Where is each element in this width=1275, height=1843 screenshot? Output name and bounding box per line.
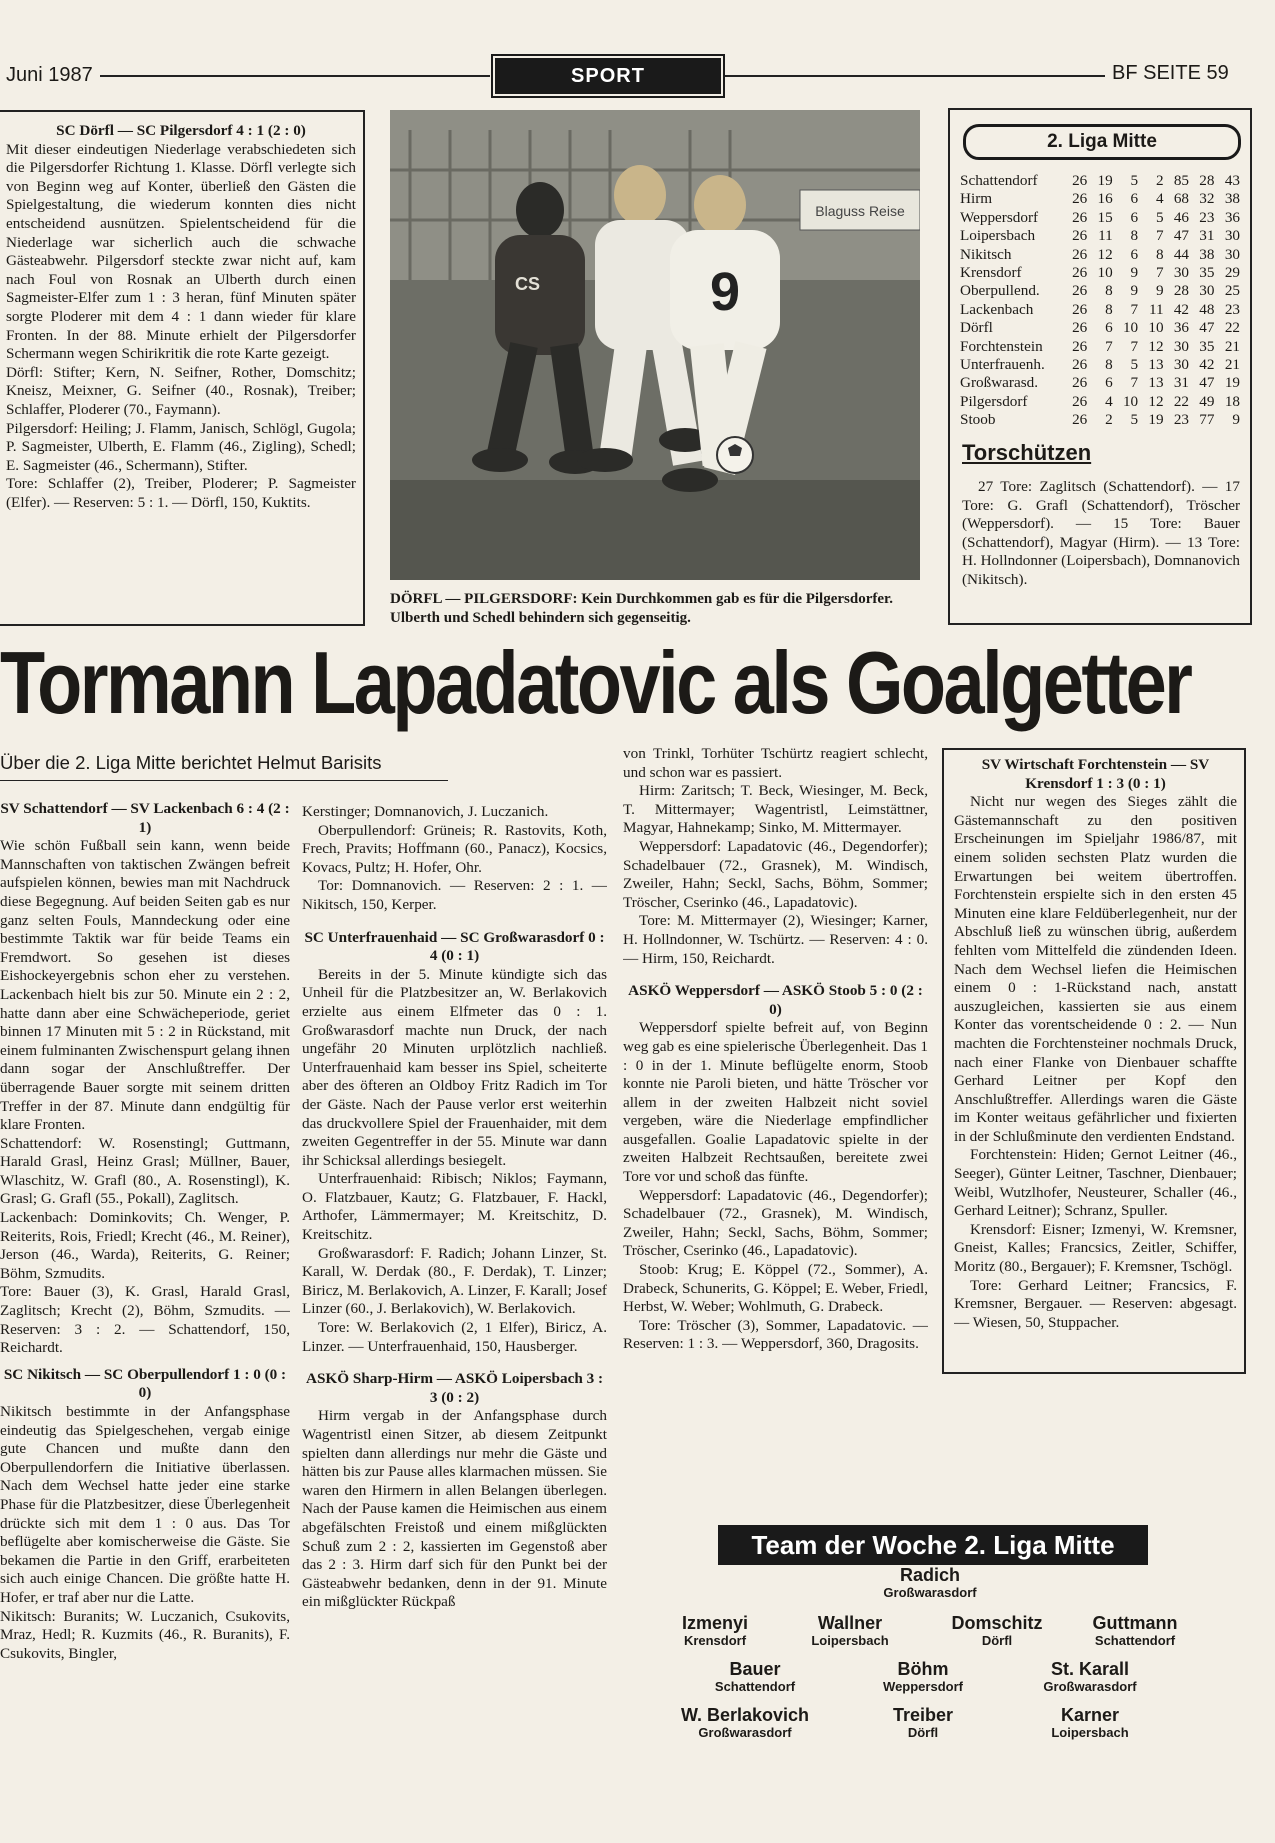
stat-cell: 29 bbox=[1224, 264, 1240, 282]
stat-cell: 26 bbox=[1072, 411, 1088, 429]
league-table-box bbox=[948, 108, 1252, 625]
table-row bbox=[960, 301, 1240, 319]
stat-cell: 26 bbox=[1072, 337, 1088, 355]
stat-cell: 8 bbox=[1155, 245, 1164, 263]
player-card: Böhm Weppersdorf bbox=[883, 1659, 963, 1694]
stat-cell: 16 bbox=[1097, 190, 1113, 208]
stat-cell: 8 bbox=[1105, 282, 1113, 300]
match-title: ASKÖ Weppersdorf — ASKÖ Stoob 5 : 0 (2 : 0) bbox=[628, 982, 923, 1018]
column-1 bbox=[0, 800, 290, 1800]
match-body: Nikitsch bestimmte in der Anfangsphase eindeutig das Spielgeschehen, vergab einige gute Chancen und mußte dann den Oberpullendorfern die Initiative überlassen. Nach dem Wechsel hatte jeder eine starke Phase für die Platzbesitzer, diese Überlegenheit drückte sich mit dem 1 : 0 aus. Das Tor beflügelte aber komischerweise die Gäste. Sie bekamen die Partie in den Griff, erarbeiteten sich auch einige Chancen. Die größte hatte H. Hofer, er traf aber nur die Latte. bbox=[0, 1403, 290, 1606]
table-row bbox=[960, 374, 1240, 392]
league-table-title: 2. Liga Mitte bbox=[963, 124, 1241, 160]
lineup: Großwarasdorf: F. Radich; Johann Linzer, St. Karall, W. Derdak (80., F. Derdak), T. Linzer; Biricz, M. Berlakovich, A. Linzer, F. Karall; Josef Linzer (60., J. Berlakovich), W. Berlakovich. bbox=[302, 1244, 607, 1318]
lineup: Nikitsch: Buranits; W. Luczanich, Csukovits, Mraz, Hedl; R. Kuzmits (46., R. Buranits), F. Csukovits, Bingler, bbox=[0, 1607, 290, 1662]
stat-cell: 21 bbox=[1224, 356, 1240, 374]
table-row bbox=[960, 319, 1240, 337]
table-row bbox=[960, 227, 1240, 245]
stat-cell: 7 bbox=[1155, 227, 1164, 245]
stat-cell: 48 bbox=[1199, 300, 1215, 318]
table-row bbox=[960, 172, 1240, 190]
stat-cell: 36 bbox=[1224, 208, 1240, 226]
stat-cell: 30 bbox=[1173, 337, 1190, 355]
stat-cell: 77 bbox=[1199, 411, 1215, 429]
table-row bbox=[960, 356, 1240, 374]
stat-cell: 18 bbox=[1224, 392, 1240, 410]
stat-cell: 9 bbox=[1130, 264, 1139, 282]
scorers-title: Torschützen bbox=[962, 440, 1092, 465]
header-rule-right bbox=[725, 75, 1105, 77]
stat-cell: 44 bbox=[1173, 245, 1190, 263]
lineup-doerfl: Dörfl: Stifter; Kern, N. Seifner, Rother, Domschitz; Kneisz, Meixner, G. Seifner (40., Rosnak), Treiber; Schlaffer, Ploderer (70., Faymann). bbox=[6, 363, 356, 418]
team-name-cell: Forchtenstein bbox=[960, 337, 1043, 355]
stat-cell: 36 bbox=[1173, 319, 1190, 337]
stat-cell: 4 bbox=[1155, 190, 1164, 208]
team-name-cell: Schattendorf bbox=[960, 172, 1038, 189]
stat-cell: 85 bbox=[1173, 172, 1190, 189]
stat-cell: 12 bbox=[1097, 245, 1113, 263]
stat-cell: 13 bbox=[1148, 356, 1164, 374]
table-row bbox=[960, 282, 1240, 300]
stat-cell: 47 bbox=[1173, 227, 1190, 245]
team-name-cell: Krensdorf bbox=[960, 264, 1022, 282]
match-body: Hirm vergab in der Anfangsphase durch Wagentristl einen Sitzer, ab diesem Zeitpunkt spielten dann allerdings nur mehr die Gäste und hätten bis zur Pause alles klarmachen müssen. Sie waren den Hirmern in allen Belangen überlegen. Nach der Pause kamen die Heimischen aus einem abgefälschten Freistoß und einem mißglückten Schuß zum 2 : 2, kassierten im Gegenstoß aber das 2 : 3. Hirm darf sich für den Punkt bei der Gästeabwehr bedanken, denn in der 91. Minute ein mißglückter Rückpaß bbox=[302, 1407, 607, 1611]
lineup: Unterfrauenhaid: Ribisch; Niklos; Faymann, O. Flatzbauer, Kautz; G. Flatzbauer, F. Hackl, Arthofer, Lämmermayer; M. Kreitschitz, D. Kreitschitz. bbox=[302, 1170, 607, 1244]
text-continued: von Trinkl, Torhüter Tschürtz reagiert schlecht, und schon war es passiert. bbox=[623, 745, 928, 781]
stat-cell: 10 bbox=[1097, 264, 1113, 282]
stat-cell: 5 bbox=[1155, 208, 1164, 226]
stat-cell: 30 bbox=[1173, 264, 1190, 282]
team-name-cell: Oberpullend. bbox=[960, 282, 1040, 300]
team-name-cell: Pilgersdorf bbox=[960, 392, 1028, 410]
lineup: Stoob: Krug; E. Köppel (72., Sommer), A. Drabeck, Schunerits, G. Köppel; E. Weber, Friedl, Herbst, W. Weber; Wohlmuth, G. Drabeck. bbox=[623, 1261, 928, 1316]
stat-cell: 6 bbox=[1105, 319, 1113, 337]
match-title: SC Unterfrauenhaid — SC Großwarasdorf 0 : 4 (0 : 1) bbox=[304, 928, 605, 965]
stat-cell: 26 bbox=[1072, 300, 1088, 318]
stat-cell: 12 bbox=[1148, 337, 1164, 355]
stat-cell: 7 bbox=[1105, 337, 1113, 355]
match-goals: Tore: Schlaffer (2), Treiber, Ploderer; P. Sagmeister (Elfer). — Reserven: 5 : 1. — Dörfl, 150, Kuktits. bbox=[6, 475, 356, 511]
stat-cell: 5 bbox=[1130, 172, 1139, 189]
page-number: BF SEITE 59 bbox=[1112, 62, 1229, 84]
stat-cell: 22 bbox=[1224, 319, 1240, 337]
stat-cell: 35 bbox=[1199, 264, 1215, 282]
stat-cell: 26 bbox=[1072, 374, 1088, 392]
stat-cell: 8 bbox=[1105, 300, 1113, 318]
lineup: Lackenbach: Dominkovits; Ch. Wenger, P. Reiterits, Rois, Friedl; Krecht (46., M. Reiner), Jerson (46., Warda), Reiterits, G. Reiner; Böhm, Szmudits. bbox=[0, 1209, 290, 1282]
match-goals: Tore: Tröscher (3), Sommer, Lapadatovic. — Reserven: 1 : 3. — Weppersdorf, 360, Dragosits. bbox=[623, 1316, 928, 1353]
stat-cell: 9 bbox=[1232, 411, 1240, 429]
stat-cell: 28 bbox=[1199, 172, 1215, 189]
stat-cell: 19 bbox=[1097, 172, 1113, 189]
team-name-cell: Hirm bbox=[960, 190, 993, 208]
stat-cell: 35 bbox=[1199, 337, 1215, 355]
stat-cell: 30 bbox=[1224, 227, 1240, 245]
stat-cell: 23 bbox=[1199, 208, 1215, 226]
stat-cell: 21 bbox=[1224, 337, 1240, 355]
player-card: Guttmann Schattendorf bbox=[1092, 1613, 1178, 1648]
scorers-list: 27 Tore: Zaglitsch (Schattendorf). — 17 Tore: G. Grafl (Schattendorf), Tröscher (Weppersdorf). — 15 Tore: Bauer (Schattendorf), Magyar (Hirm). — 13 Tore: H. Hollndonner (Loipersbach), Domnanovich (Nikitsch). bbox=[962, 478, 1240, 588]
match-goals: Tore: Gerhard Leitner; Francsics, F. Kremsner, Bergauer. — Reserven: abgesagt. — Wiesen, 50, Stuppacher. bbox=[954, 1276, 1237, 1331]
stat-cell: 8 bbox=[1105, 356, 1113, 374]
header-rule-left bbox=[100, 75, 490, 77]
table-row bbox=[960, 264, 1240, 282]
stat-cell: 23 bbox=[1224, 300, 1240, 318]
team-name-cell: Dörfl bbox=[960, 319, 993, 337]
stat-cell: 26 bbox=[1072, 264, 1088, 282]
stat-cell: 68 bbox=[1173, 190, 1190, 208]
byline-underline bbox=[0, 780, 448, 781]
stat-cell: 6 bbox=[1130, 208, 1139, 226]
stat-cell: 6 bbox=[1105, 374, 1113, 392]
stat-cell: 31 bbox=[1199, 227, 1215, 245]
stat-cell: 7 bbox=[1130, 374, 1139, 392]
match-title: SV Wirtschaft Forchtenstein — SV Krensdorf 1 : 3 (0 : 1) bbox=[981, 756, 1210, 792]
lineup: Schattendorf: W. Rosenstingl; Guttmann, Harald Grasl, Heinz Grasl; Müllner, Bauer, Wlaschitz, W. Grafl (80., A. Rosenstingl), K. Grasl; G. Grafl (55., Pokall), Zaglitsch. bbox=[0, 1134, 290, 1208]
match-photo bbox=[390, 110, 920, 580]
team-of-the-week bbox=[630, 1525, 1235, 1790]
stat-cell: 26 bbox=[1072, 245, 1088, 263]
stat-cell: 26 bbox=[1072, 190, 1088, 208]
photo-caption: DÖRFL — PILGERSDORF: Kein Durchkommen gab es für die Pilgersdorfer. Ulberth und Schedl behindern sich gegenseitig. bbox=[390, 591, 894, 626]
stat-cell: 19 bbox=[1224, 374, 1240, 392]
stat-cell: 12 bbox=[1148, 392, 1164, 410]
stat-cell: 26 bbox=[1072, 392, 1088, 410]
stat-cell: 6 bbox=[1130, 190, 1139, 208]
stat-cell: 23 bbox=[1173, 411, 1190, 429]
match-report-doerfl-box bbox=[0, 110, 365, 626]
stat-cell: 32 bbox=[1199, 190, 1215, 208]
match-title: SV Schattendorf — SV Lackenbach 6 : 4 (2 : 1) bbox=[0, 800, 290, 836]
player-card: St. Karall Großwarasdorf bbox=[1043, 1659, 1137, 1694]
banner-text: Blaguss Reise bbox=[815, 203, 905, 219]
match-body: Wie schön Fußball sein kann, wenn beide Mannschaften von taktischen Zwängen befreit aufspielen können, bewies man mit Nachdruck diese Begegnung. Auf beiden Seiten gab es nur ganz selten Fouls, Manndeckung oder eine bestimmte Taktik war für beide Teams ein Fremdwort. So gesehen ist dieses Eishockeyergebnis schon eher zu verstehen. Lackenbach hielt bis zur 50. Minute ein 2 : 2, hatte dann aber eine Schwächeperiode, geriet binnen 17 Minuten mit 5 : 2 in Rückstand, mit einem fulminanten Zwischenspurt gelang ihnen dann sogar der Anschlußtreffer. Der überragende Bauer sorgte mit seinem dritten Treffer in der 87. Minute dann endgültig für klare Fronten. bbox=[0, 837, 290, 1134]
stat-cell: 38 bbox=[1224, 190, 1240, 208]
player-card: Wallner Loipersbach bbox=[811, 1613, 889, 1648]
stat-cell: 25 bbox=[1224, 282, 1240, 300]
stat-cell: 7 bbox=[1130, 300, 1139, 318]
lineup: Weppersdorf: Lapadatovic (46., Degendorfer); Schadelbauer (72., Grasnek), M. Windisch, Zweiler, Hahn; Seckl, Sachs, Böhm, Sommer; Tröscher, Cserinko (46., Lapadatovic). bbox=[623, 1186, 928, 1260]
stat-cell: 43 bbox=[1224, 172, 1240, 189]
team-name-cell: Unterfrauenh. bbox=[960, 356, 1045, 374]
issue-date: Juni 1987 bbox=[6, 64, 93, 86]
stat-cell: 6 bbox=[1130, 245, 1139, 263]
stat-cell: 11 bbox=[1148, 300, 1164, 318]
player-card: Radich Großwarasdorf bbox=[883, 1565, 977, 1600]
match-body: Bereits in der 5. Minute kündigte sich das Unheil für die Platzbesitzer an, W. Berlakovich erzielte aus einem Elfmeter das 0 : 1. Großwarasdorf machte nun Druck, der nach ungefähr 20 Minuten urplötzlich nachließ. Unterfrauenhaid kam besser ins Spiel, scheiterte aber des öfteren an Oldboy Fritz Radich im Tor der Gäste. Nach der Pause verlor erst weiterhin das druckvollere Spiel der Frauenhaider, mit dem zweiten Gegentreffer in der 55. Minute war dann ihr Schicksal allerdings besiegelt. bbox=[302, 965, 607, 1169]
lineup: Krensdorf: Eisner; Izmenyi, W. Kremsner, Gneist, Kalles; Francsics, Zeitler, Schiffer, Moritz (80., Bergauer); F. Kremsner, Tschögl. bbox=[954, 1220, 1237, 1276]
lineup: Weppersdorf: Lapadatovic (46., Degendorfer); Schadelbauer (72., Grasnek), M. Windisch, Zweiler, Hahn; Seckl, Sachs, Böhm, Sommer; Tröscher, Cserinko (46., Lapadatovic). bbox=[623, 837, 928, 911]
player-card: Karner Loipersbach bbox=[1051, 1705, 1129, 1740]
team-name-cell: Stoob bbox=[960, 411, 996, 429]
match-goals: Tore: Bauer (3), K. Grasl, Harald Grasl, Zaglitsch; Krecht (2), Böhm, Szmudits. — Reserven: 3 : 2. — Schattendorf, 150, Reichardt. bbox=[0, 1283, 290, 1357]
stat-cell: 4 bbox=[1105, 392, 1113, 410]
player-card: Domschitz Dörfl bbox=[951, 1613, 1043, 1648]
stat-cell: 42 bbox=[1199, 356, 1215, 374]
stat-cell: 38 bbox=[1199, 245, 1215, 263]
stat-cell: 26 bbox=[1072, 319, 1088, 337]
table-row bbox=[960, 393, 1240, 411]
match-goals: Tore: W. Berlakovich (2, 1 Elfer), Biricz, A. Linzer. — Unterfrauenhaid, 150, Hausberger. bbox=[302, 1319, 607, 1355]
match-goals: Tore: M. Mittermayer (2), Wiesinger; Karner, H. Hollndonner, W. Tschürtz. — Reserven: 4 : 0. — Hirm, 150, Reichardt. bbox=[623, 912, 928, 967]
stat-cell: 26 bbox=[1072, 282, 1088, 300]
stat-cell: 8 bbox=[1130, 227, 1139, 245]
stat-cell: 9 bbox=[1130, 282, 1139, 300]
stat-cell: 5 bbox=[1130, 411, 1139, 429]
stat-cell: 10 bbox=[1122, 319, 1139, 337]
match-title: SC Nikitsch — SC Oberpullendorf 1 : 0 (0 : 0) bbox=[3, 1365, 287, 1402]
team-name-cell: Lackenbach bbox=[960, 300, 1034, 318]
stat-cell: 15 bbox=[1097, 208, 1113, 226]
table-row bbox=[960, 209, 1240, 227]
team-name-cell: Nikitsch bbox=[960, 245, 1012, 263]
stat-cell: 7 bbox=[1155, 264, 1164, 282]
stat-cell: 10 bbox=[1148, 319, 1164, 337]
player-card: Bauer Schattendorf bbox=[714, 1659, 796, 1694]
lineup: Hirm: Zaritsch; T. Beck, Wiesinger, M. Beck, T. Mittermayer; Wagentristl, Leimstättner, Magyar, Hahnekamp; Sinko, M. Mittermayer. bbox=[623, 782, 928, 837]
team-of-week-title: Team der Woche 2. Liga Mitte bbox=[718, 1525, 1148, 1565]
stat-cell: 13 bbox=[1148, 374, 1164, 392]
team-name-cell: Weppersdorf bbox=[960, 208, 1039, 226]
text-continued: Kerstinger; Domnanovich, J. Luczanich. bbox=[302, 803, 549, 820]
section-label: SPORT bbox=[495, 58, 721, 94]
player-card: Izmenyi Krensdorf bbox=[681, 1613, 749, 1648]
league-table bbox=[960, 172, 1240, 430]
stat-cell: 7 bbox=[1130, 337, 1139, 355]
table-row bbox=[960, 190, 1240, 208]
stat-cell: 28 bbox=[1173, 282, 1190, 300]
stat-cell: 2 bbox=[1155, 172, 1164, 189]
match-title: SC Dörfl — SC Pilgersdorf 4 : 1 (2 : 0) bbox=[56, 122, 306, 139]
shirt-number: 9 bbox=[709, 262, 741, 322]
stat-cell: 30 bbox=[1224, 245, 1240, 263]
stat-cell: 26 bbox=[1072, 227, 1088, 245]
match-body: Weppersdorf spielte befreit auf, von Beginn weg gab es eine spielerische Überlegenheit. Das 1 : 0 in der 1. Minute beflügelte enorm, Stoob konnte nie Paroli bieten, und hätte Tröscher vor allem in der zweiten Halbzeit nicht soviel vergeben, wäre die Niederlage empfindlicher ausgefallen. Goalie Lapadatovic spielte in der zweiten Halbzeit Rechtsaußen, bereitete zwei Tore vor und schoß das fünfte. bbox=[623, 1019, 928, 1186]
svg-text:CS: CS bbox=[515, 274, 541, 294]
stat-cell: 10 bbox=[1122, 392, 1139, 410]
stat-cell: 30 bbox=[1199, 282, 1215, 300]
stat-cell: 46 bbox=[1173, 208, 1190, 226]
team-name-cell: Großwarasd. bbox=[960, 374, 1039, 392]
team-name-cell: Loipersbach bbox=[960, 227, 1036, 245]
stat-cell: 9 bbox=[1155, 282, 1164, 300]
player-card: W. Berlakovich Großwarasdorf bbox=[680, 1705, 810, 1740]
column-2 bbox=[302, 803, 607, 1798]
lineup-pilgersdorf: Pilgersdorf: Heiling; J. Flamm, Janisch, Schlögl, Gugola; P. Sagmeister, Ulberth, E. Flamm (46., Zigling), Schedl; E. Sagmeister (46., Schermann), Stifter. bbox=[6, 419, 356, 474]
stat-cell: 11 bbox=[1098, 227, 1113, 245]
stat-cell: 19 bbox=[1148, 411, 1164, 429]
football-players-illustration bbox=[390, 110, 920, 580]
main-headline: Tormann Lapadatovic als Goalgetter bbox=[0, 633, 1191, 732]
stat-cell: 42 bbox=[1173, 300, 1190, 318]
stat-cell: 26 bbox=[1072, 356, 1088, 374]
stat-cell: 26 bbox=[1072, 208, 1088, 226]
player-card: Treiber Dörfl bbox=[892, 1705, 954, 1740]
match-goals: Tor: Domnanovich. — Reserven: 2 : 1. — Nikitsch, 150, Kerper. bbox=[302, 877, 607, 913]
match-body: Mit dieser eindeutigen Niederlage verabschiedeten sich die Pilgersdorfer Richtung 1. Klasse. Dörfl verlegte sich von Beginn weg auf Konter, überließ den Gästen die Spielgestaltung, die wiederum konnten dies nicht entscheidend ausnützen. Spielentscheidend für die Niederlage war sicherlich auch die schwache Gästeabwehr. Pilgersdorf steckte zwar nicht auf, kam nach Foul von Rosnak an Ulberth durch einen Sagmeister-Elfer zum 1 : 3 heran, fünf Minuten später sorgte Ploderer mit dem 4 : 1 dann wieder für klare Fronten. In der 88. Minute erhielt der Pilgersdorfer Schermann wegen Schirikritik die rote Karte gezeigt. bbox=[6, 140, 356, 363]
lineup: Forchtenstein: Hiden; Gernot Leitner (46., Seeger), Günter Leitner, Taschner, Dienbauer; Weibl, Wutzlhofer, Neusteurer, Schaller (46., Gerhard Leitner); Schranz, Spuller. bbox=[954, 1146, 1237, 1220]
stat-cell: 30 bbox=[1173, 356, 1190, 374]
match-report-forchtenstein-box bbox=[942, 748, 1246, 1374]
stat-cell: 31 bbox=[1173, 374, 1190, 392]
stat-cell: 47 bbox=[1199, 374, 1215, 392]
table-row bbox=[960, 338, 1240, 356]
stat-cell: 2 bbox=[1105, 411, 1113, 429]
lineup: Oberpullendorf: Grüneis; R. Rastovits, Koth, Frech, Pravits; Hoffmann (60., Panacz), Kocsics, Kovacs, Pultz; H. Hofer, Ohr. bbox=[302, 821, 607, 876]
table-row bbox=[960, 246, 1240, 264]
stat-cell: 22 bbox=[1173, 392, 1190, 410]
table-row bbox=[960, 411, 1240, 429]
stat-cell: 5 bbox=[1130, 356, 1139, 374]
stat-cell: 47 bbox=[1199, 319, 1215, 337]
byline: Über die 2. Liga Mitte berichtet Helmut Barisits bbox=[0, 752, 382, 773]
stat-cell: 26 bbox=[1072, 172, 1088, 189]
match-body: Nicht nur wegen des Sieges zählt die Gästemannschaft zu den positiven Erscheinungen im Spieljahr 1986/87, mit einem soliden sechsten Platz wurden die Erwartungen bei weitem übertroffen. Forchtenstein erspielte sich in den ersten 45 Minuten eine klare Feldüberlegenheit, nur der Abschluß ließ zu wünschen übrig, außerdem fehlten vom Mittelfeld die zündenden Ideen. Nach dem Wechsel liefen die Heimischen einem 0 : 1-Rückstand nach, anstatt auszugleichen, kassierten sie aus einem Konter das vorentscheidende 0 : 2. — Nun machten die Forchtensteiner nochmals Druck, nach einer Flanke von Dienbauer schaffte Gerhard Leitner per Kopf den Anschlußtreffer. Allerdings waren die Gäste im Konter weitaus gefährlicher und fixierten in der Schlußminute den verdienten Endstand. bbox=[954, 793, 1237, 1145]
stat-cell: 49 bbox=[1199, 392, 1215, 410]
match-title: ASKÖ Sharp-Hirm — ASKÖ Loipersbach 3 : 3 (0 : 2) bbox=[305, 1370, 604, 1406]
